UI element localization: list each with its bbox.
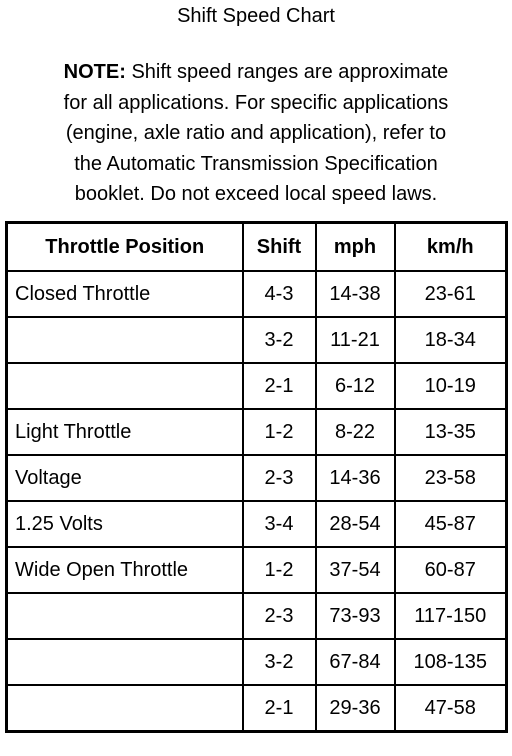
cell-mph: 8-22 (316, 409, 395, 455)
table-row (7, 547, 507, 593)
note-line-4: the Automatic Transmission Specification (74, 152, 438, 175)
cell-kmh: 117-150 (395, 593, 507, 639)
cell-mph: 14-36 (316, 455, 395, 501)
table-row (7, 409, 507, 455)
cell-throttle-position: Wide Open Throttle (7, 547, 243, 593)
header-throttle-position: Throttle Position (7, 223, 243, 272)
cell-mph: 29-36 (316, 685, 395, 732)
cell-mph: 11-21 (316, 317, 395, 363)
cell-shift: 3-4 (243, 501, 316, 547)
cell-shift: 1-2 (243, 547, 316, 593)
note-line-2: for all applications. For specific applications (63, 91, 449, 114)
cell-mph: 14-38 (316, 271, 395, 317)
cell-throttle-position (7, 639, 243, 685)
note-text-1: Shift speed ranges are approximate (131, 61, 449, 83)
cell-shift: 2-3 (243, 455, 316, 501)
cell-throttle-position: Voltage (7, 455, 243, 501)
header-mph: mph (316, 223, 395, 272)
header-shift: Shift (243, 223, 316, 272)
table-row (7, 685, 507, 732)
table-row (7, 363, 507, 409)
note-line-5: booklet. Do not exceed local speed laws. (74, 183, 438, 205)
cell-shift: 3-2 (243, 639, 316, 685)
cell-kmh: 45-87 (395, 501, 507, 547)
cell-shift: 2-1 (243, 685, 316, 732)
note-paragraph (0, 57, 512, 210)
note-line-1 (0, 57, 512, 88)
cell-mph: 67-84 (316, 639, 395, 685)
cell-kmh: 23-58 (395, 455, 507, 501)
cell-shift: 4-3 (243, 271, 316, 317)
cell-throttle-position: Closed Throttle (7, 271, 243, 317)
table-header-row (7, 223, 507, 272)
cell-kmh: 108-135 (395, 639, 507, 685)
cell-shift: 1-2 (243, 409, 316, 455)
cell-kmh: 18-34 (395, 317, 507, 363)
table-row (7, 639, 507, 685)
cell-mph: 73-93 (316, 593, 395, 639)
header-kmh: km/h (395, 223, 507, 272)
cell-kmh: 47-58 (395, 685, 507, 732)
table-row (7, 455, 507, 501)
note-label: NOTE: (63, 61, 126, 83)
cell-shift: 2-3 (243, 593, 316, 639)
table-row (7, 501, 507, 547)
table-row (7, 593, 507, 639)
shift-speed-table (5, 221, 508, 733)
cell-kmh: 60-87 (395, 547, 507, 593)
cell-throttle-position: 1.25 Volts (7, 501, 243, 547)
cell-kmh: 23-61 (395, 271, 507, 317)
cell-throttle-position (7, 363, 243, 409)
cell-shift: 3-2 (243, 317, 316, 363)
cell-shift: 2-1 (243, 363, 316, 409)
cell-throttle-position: Light Throttle (7, 409, 243, 455)
cell-mph: 6-12 (316, 363, 395, 409)
page-title: Shift Speed Chart (177, 5, 335, 27)
cell-mph: 37-54 (316, 547, 395, 593)
cell-mph: 28-54 (316, 501, 395, 547)
cell-kmh: 13-35 (395, 409, 507, 455)
table-row (7, 317, 507, 363)
cell-throttle-position (7, 593, 243, 639)
cell-kmh: 10-19 (395, 363, 507, 409)
cell-throttle-position (7, 317, 243, 363)
table-row (7, 271, 507, 317)
note-line-3: (engine, axle ratio and application), refer to (65, 122, 447, 144)
cell-throttle-position (7, 685, 243, 732)
